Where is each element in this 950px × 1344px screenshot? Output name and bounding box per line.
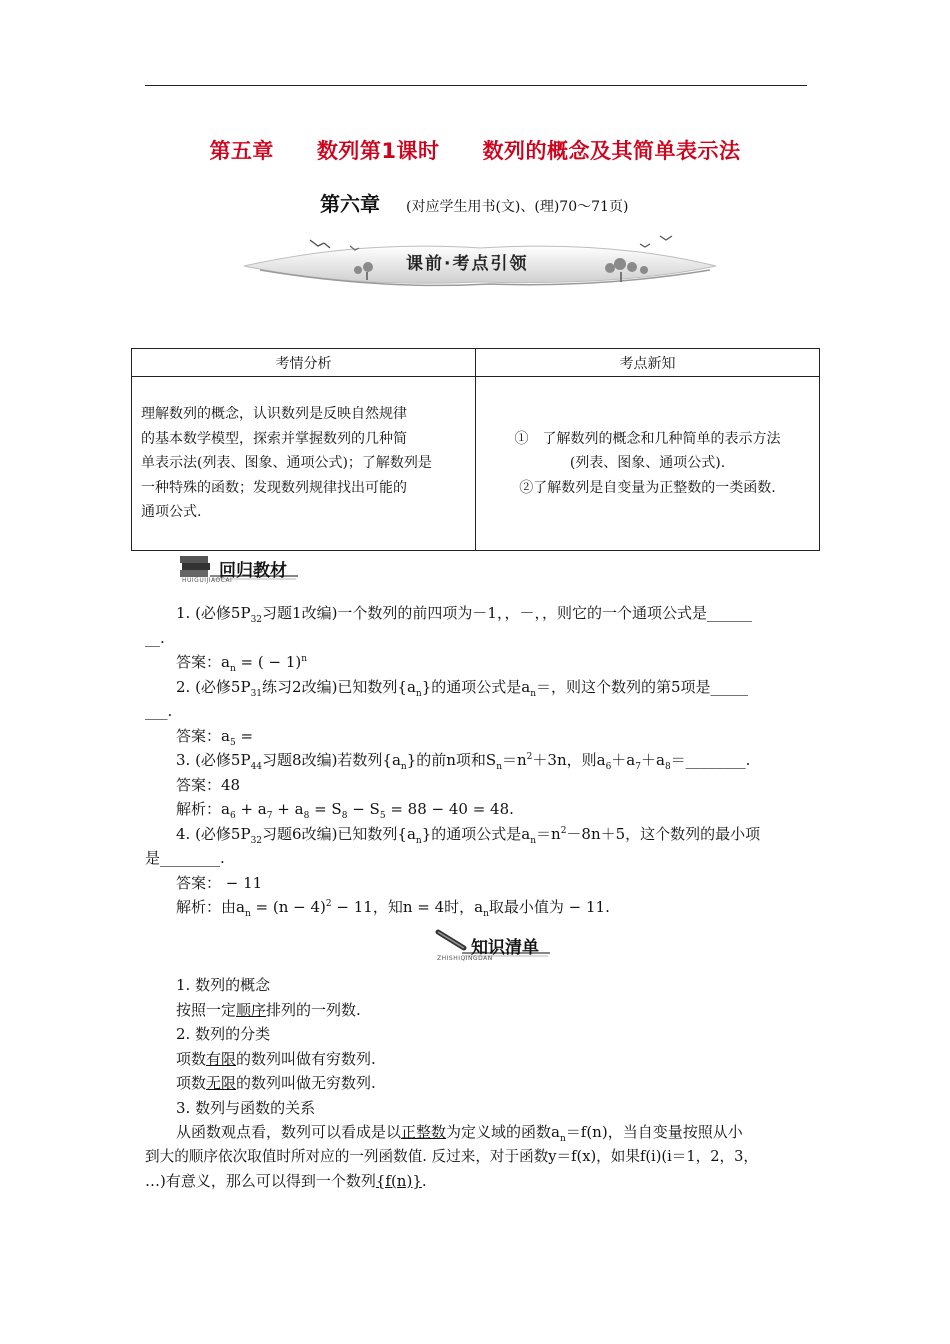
analysis-line: 理解数列的概念，认识数列是反映自然规律 [141, 406, 407, 423]
knowledge-cell [476, 377, 820, 551]
chapter-title: 第五章 数列第1课时 数列的概念及其简单表示法 [209, 139, 741, 163]
question-1-cont: __. [145, 628, 165, 647]
knowledge-para-3: 项数无限的数列叫做无穷数列. [176, 1074, 376, 1092]
solution-3: 解析：$a_6 + a_7 + a_8 = S_8 - S_5 = 88 - 40 = 48$. [176, 800, 514, 821]
knowledge-para-6: …)有意义，那么可以得到一个数列{f(n)}. [145, 1172, 427, 1190]
knowledge-heading-2: 2. 数列的分类 [176, 1025, 271, 1043]
pages-note: (对应学生用书(文)、(理)70～71页) [406, 199, 629, 215]
analysis-cell [132, 377, 476, 551]
knowledge-line: ① 了解数列的概念和几种简单的表示方法 [514, 430, 781, 447]
question-4: 4. (必修$5P_{32}$习题6改编)已知数列$\{a_n\}$的通项公式是$a_n=n^2-8n+5$，这个数列的最小项 [176, 824, 761, 846]
question-2: 2. (必修$5P_{31}$练习2改编)已知数列$\{a_n\}$的通项公式是$a_n=$，则这个数列的第5项是_____ [176, 677, 749, 699]
knowledge-heading-3: 3. 数列与函数的关系 [176, 1098, 316, 1117]
knowledge-line: (列表、图象、通项公式). [569, 455, 726, 472]
analysis-line: 的基本数学模型，探索并掌握数列的几种简 [141, 430, 407, 447]
solution-4: 解析：由$a_n = (n - 4)^2 - 11$，知n = 4时，$a_n$取最小值为 − 11. [176, 898, 610, 919]
answer-3: 答案：48 [176, 775, 241, 794]
question-2-cont: ___. [145, 702, 173, 720]
banner-title: 课前·考点引领 [406, 254, 529, 274]
analysis-line: 单表示法(列表、图象、通项公式)；了解数列是 [141, 455, 432, 472]
knowledge-para-4: 从函数观点看，数列可以看成是以正整数为定义域的函数$a_n=f(n)$，当自变量按照从小 [176, 1123, 743, 1144]
question-3: 3. (必修$5P_{44}$习题8改编)若数列$\{a_n\}$的前n项和$S_n=n^2+3n$，则$a_6+a_7+a_8=\_\_\_\_\_\_\_\_$. [176, 751, 751, 772]
knowledge-badge-title: 知识清单 [471, 938, 539, 958]
table-header-analysis: 考情分析 [132, 349, 476, 377]
subtitle-line [320, 188, 628, 217]
info-table [131, 348, 820, 551]
knowledge-section [145, 973, 810, 1194]
knowledge-para-1: 按照一定顺序排列的一列数. [176, 1000, 361, 1019]
knowledge-heading-1: 1. 数列的概念 [176, 976, 271, 994]
knowledge-para-2: 项数有限的数列叫做有穷数列. [176, 1049, 376, 1068]
answer-4: 答案： − 11 [176, 873, 263, 892]
chapter6-label: 第六章 [320, 192, 380, 216]
answer-1: 答案：$a_n$ = ( − 1)$^n$ [176, 653, 308, 674]
top-rule [145, 85, 807, 86]
analysis-line: 一种特殊的函数；发现数列规律找出可能的 [141, 479, 407, 496]
knowledge-para-5: 到大的顺序依次取值时所对应的一列函数值. 反过来，对于函数y＝f(x)，如果f(i)(i＝1，2，3， [145, 1147, 758, 1165]
knowledge-badge-sub: ZHISHIQINGDAN [437, 955, 493, 962]
question-4-cont: 是________. [145, 849, 225, 867]
answer-2: 答案：$a_5$ = [176, 726, 254, 748]
review-badge-sub: HUIGUIJIAOCAI [182, 577, 233, 584]
table-header-knowledge: 考点新知 [476, 349, 820, 377]
review-section [145, 601, 810, 920]
question-1: 1. (必修$5P_{32}$习题1改编)一个数列的前四项为－1，，－，，则它的一个通项公式是______ [176, 604, 752, 625]
review-badge-title: 回归教材 [219, 561, 287, 581]
knowledge-line: ②了解数列是自变量为正整数的一类函数. [519, 479, 776, 496]
analysis-line: 通项公式. [141, 504, 202, 521]
